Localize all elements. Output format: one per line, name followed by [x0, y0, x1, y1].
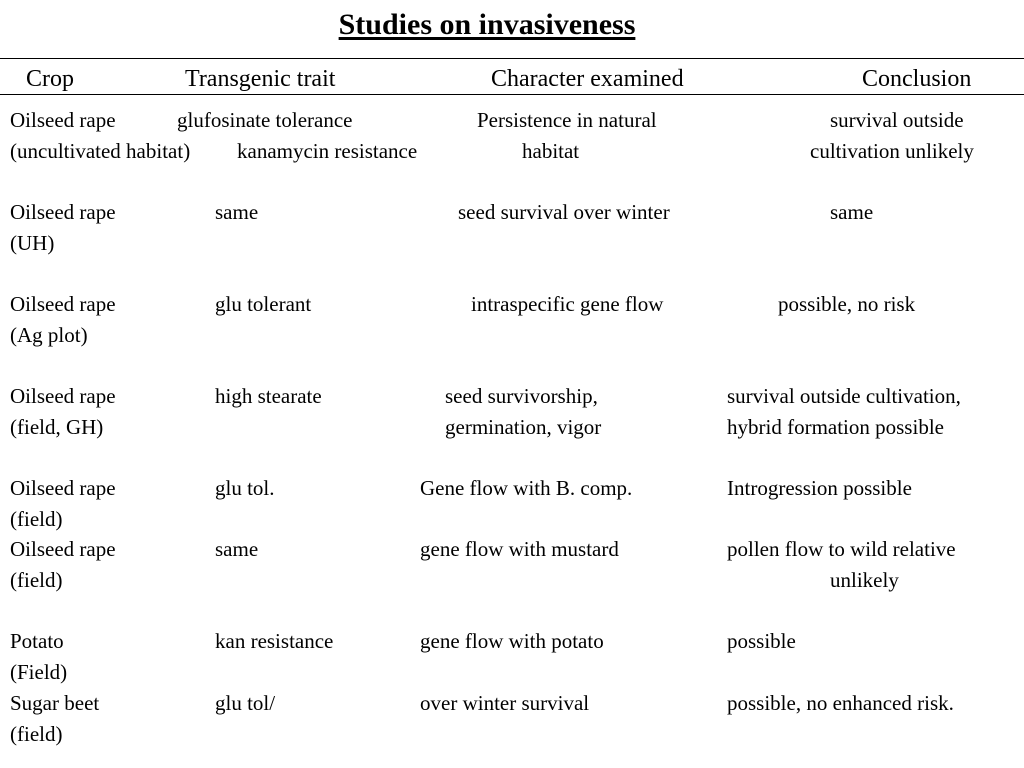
table-row-1-conclusion: survival outside	[830, 108, 964, 132]
table-row-6-conclusion: pollen flow to wild relative	[727, 537, 956, 561]
table-row-7-character: gene flow with potato	[420, 629, 604, 653]
table-row-3-conclusion: possible, no risk	[778, 292, 916, 316]
header-transgenic-trait: Transgenic trait	[185, 66, 336, 92]
table-row-2-trait: same	[215, 200, 259, 224]
table-row-5-character: Gene flow with B. comp.	[420, 476, 633, 500]
table-row-7-conclusion: possible	[727, 629, 796, 653]
table-row-6-trait: same	[215, 537, 259, 561]
table-row-8-crop-note: (field)	[10, 722, 63, 746]
table-row-7-trait: kan resistance	[215, 629, 334, 653]
table-row-1-crop: Oilseed rape	[10, 108, 116, 132]
table-row-2-crop-note: (UH)	[10, 231, 55, 255]
table-row-7-crop: Potato	[10, 629, 64, 653]
table-row-5-crop-note: (field)	[10, 507, 63, 531]
header-top-rule	[0, 58, 1024, 59]
table-row-7-crop-note: (Field)	[10, 660, 68, 684]
header-conclusion: Conclusion	[862, 66, 972, 92]
header-character-examined: Character examined	[491, 66, 684, 92]
table-row-4-trait: high stearate	[215, 384, 322, 408]
table-row-1-trait: glufosinate tolerance	[177, 108, 353, 132]
table-row-4-conclusion: survival outside cultivation,	[727, 384, 961, 408]
table-row-4-character: seed survivorship,	[445, 384, 598, 408]
table-row-4-conclusion-2: hybrid formation possible	[727, 415, 944, 439]
table-row-3-crop: Oilseed rape	[10, 292, 116, 316]
table-row-8-trait: glu tol/	[215, 691, 276, 715]
header-bottom-rule	[0, 94, 1024, 95]
table-row-2-character: seed survival over winter	[458, 200, 670, 224]
table-row-4-crop: Oilseed rape	[10, 384, 116, 408]
table-row-6-conclusion-2: unlikely	[830, 568, 899, 592]
table-row-3-character: intraspecific gene flow	[471, 292, 664, 316]
page-title: Studies on invasiveness	[338, 8, 636, 41]
table-row-8-crop: Sugar beet	[10, 691, 100, 715]
table-row-1-character-2: habitat	[522, 139, 580, 163]
table-row-5-conclusion: Introgression possible	[727, 476, 912, 500]
table-row-1-character: Persistence in natural	[477, 108, 657, 132]
table-row-3-crop-note: (Ag plot)	[10, 323, 88, 347]
table-row-1-conclusion-2: cultivation unlikely	[810, 139, 974, 163]
table-row-6-crop: Oilseed rape	[10, 537, 116, 561]
table-row-6-crop-note: (field)	[10, 568, 63, 592]
header-crop: Crop	[26, 66, 74, 92]
table-row-4-crop-note: (field, GH)	[10, 415, 104, 439]
table-row-2-conclusion: same	[830, 200, 874, 224]
table-row-5-crop: Oilseed rape	[10, 476, 116, 500]
table-row-8-character: over winter survival	[420, 691, 590, 715]
table-row-8-conclusion: possible, no enhanced risk.	[727, 691, 954, 715]
table-row-3-trait: glu tolerant	[215, 292, 312, 316]
table-row-5-trait: glu tol.	[215, 476, 275, 500]
table-row-4-character-2: germination, vigor	[445, 415, 602, 439]
table-row-1-crop-note: (uncultivated habitat)	[10, 139, 191, 163]
table-row-1-trait-2: kanamycin resistance	[237, 139, 418, 163]
table-row-6-character: gene flow with mustard	[420, 537, 619, 561]
table-row-2-crop: Oilseed rape	[10, 200, 116, 224]
